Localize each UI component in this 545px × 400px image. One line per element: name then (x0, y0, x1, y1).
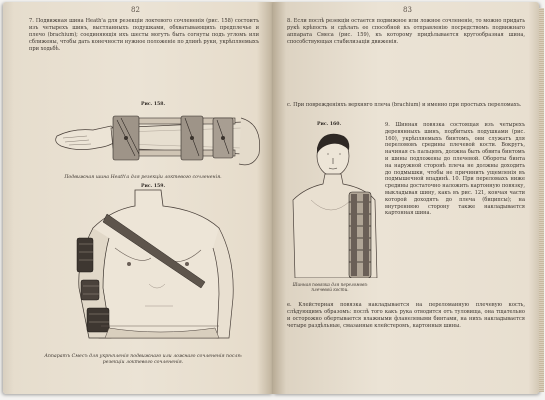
figure-caption: Шинная повязка для переломовъ плечевой кости. (292, 282, 368, 293)
paragraph: 7. Подвижная шина Heath'a для резекціи локтевого сочлененія (рис. 158) состоитъ изъ четырехъ шинъ, выстланныхъ подушками, обхватывающихъ предплечье и плечо (brachium); соединяющія ихъ шесты могутъ быть согнуты подъ угломъ или сближены, чтобы дать конечности нужное положеніе по длинѣ руки, укрѣпляемыхъ при ходьбѣ. (29, 18, 259, 52)
figure-label: Рис. 158. (141, 102, 166, 107)
figure-160-splinted-arm (291, 130, 381, 278)
paragraph: 9. Шинная повязка состоящая изъ четырехъ деревянныхъ шинъ, подбитыхъ подушками (рис. 160), укрѣпляемыхъ бинтомъ, они служатъ для переломовъ средины плечевой кости. Вокругъ, начиная съ пальцевъ, должна быть обвита бинтомъ и шины подложены до плечевой. Обороты бинта на наружной сторонѣ плеча не должны доходить до подмышки, чтобы не причинить ущемленія въ подмышечной впадинѣ. 10. При переломахъ ниже средины достаточно наложить картонную повязку, выкладывая шину, какъ въ рис. 121, кончая части которой доходятъ до плеча (биципсы); на внутреннюю сторону также накладывается картонная шина. (385, 122, 525, 217)
left-page (3, 2, 273, 394)
figure-caption: Подвижная шина Heath'a для резекціи локтевого сочлененія. (64, 175, 222, 180)
paragraph: c. При поврежденіяхъ верхняго плеча (brachium) и именно при простыхъ переломахъ. (287, 102, 522, 108)
book-spread (3, 2, 539, 394)
figure-label: Рис. 160. (317, 122, 342, 127)
right-page (273, 2, 539, 394)
page-number: 82 (131, 6, 140, 14)
figure-caption: Аппаратъ Смесъ для укрѣпленія подвижнаго или ложнаго сочлененія послѣ резекціи локтевого сочлененія. (44, 354, 242, 365)
figure-158-arm-splint (53, 108, 263, 174)
figure-159-torso-apparatus (69, 188, 239, 340)
paragraph: e. Клейстерная повязка накладывается на переломанную плечевую кость, слѣдующимъ образомъ: послѣ того какъ рука отводится отъ туловища, она тщательно и осторожно обертывается влажными фланелевыми бинтами, на нихъ накладывается четыре раздѣльные, смазанные клейстеромъ, картонныя шины. (287, 302, 525, 329)
paragraph: 8. Если послѣ резекціи остается подвижное или ложное сочлененіе, то можно придать рукѣ крѣпость и сдѣлать ее способной къ отправленію посредствомъ подвижнаго аппарата Смеса (рис. 159), къ которому придѣлывается кругообразная шина, способствующая стабилизаціи движенія. (287, 18, 525, 45)
figure-label: Рис. 159. (141, 184, 166, 189)
page-edges (539, 8, 544, 392)
page-number: 83 (403, 6, 412, 14)
